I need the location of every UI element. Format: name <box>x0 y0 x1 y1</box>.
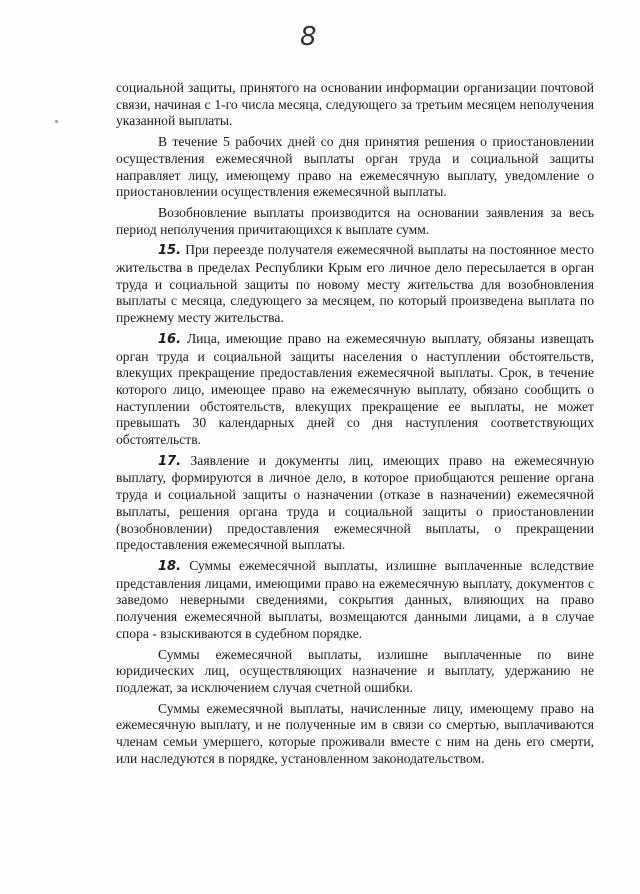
paragraph-text: Возобновление выплаты производится на основании заявления за весь период неполучения причитающихся к выплате сумм. <box>116 204 594 237</box>
paragraph <box>116 205 594 238</box>
paragraph <box>116 701 594 768</box>
paragraph-15 <box>116 242 594 327</box>
paragraph-18 <box>116 558 594 643</box>
paragraph <box>116 80 594 130</box>
paragraph-text: Лица, имеющие право на ежемесячную выплату, обязаны извещать орган труда и социальной защиты населения о наступлении обстоятельств, влекущих прекращение предоставления ежемесячной выплаты. Срок, в течение которого лицо, имеющее право на ежемесячную выплату, обязано сообщить о наступлении обстоятельств, влекущих прекращение ее выплаты, не может превышать 30 календарных дней со дня наступления соответствующих обстоятельств. <box>116 330 595 448</box>
paragraph <box>116 647 594 697</box>
paragraph-16 <box>116 331 594 449</box>
paragraph-text: Заявление и документы лиц, имеющих право на ежемесячную выплату, формируются в личное дело, в которое приобщаются решение органа труда и социальной защиты о назначении (отказе в назначении) ежемесячной выплаты, решения органа труда и социальной защиты о приостановлении (возобновлении) предоставления ежемесячной выплаты, о прекращении предоставления ежемесячной выплаты. <box>116 452 594 553</box>
paragraph-text: В течение 5 рабочих дней со дня принятия решения о приостановлении осуществления ежемесячной выплаты орган труда и социальной защиты направляет лицу, имеющему право на ежемесячную выплату, уведомление о приостановлении осуществления ежемесячной выплаты. <box>116 134 594 200</box>
paragraph-text: социальной защиты, принятого на основании информации организации почтовой связи, начиная с 1-го числа месяца, следующего за третьим месяцем неполучения указанной выплаты. <box>116 80 594 129</box>
scan-speck <box>55 120 58 123</box>
paragraph-text: Суммы ежемесячной выплаты, излишне выплаченные по вине юридических лиц, осуществляющих назначение и выплату, удержанию не подлежат, за исключением случая счетной ошибки. <box>116 646 594 695</box>
document-body <box>116 80 594 771</box>
paragraph-text: Суммы ежемесячной выплаты, начисленные лицу, имеющему право на ежемесячную выплату, и не полученные им в связи со смертью, выплачиваются членам семьи умершего, которые проживали вместе с ним на день его смерти, или наследуются в порядке, установленном законодательством. <box>116 700 594 766</box>
paragraph-number: 15. <box>158 243 182 259</box>
paragraph-text: Суммы ежемесячной выплаты, излишне выплаченные вследствие представления лицами, имеющими право на ежемесячную выплату, документов с заведомо неверными сведениями, сокрытия данных, влияющих на право получения ежемесячной выплаты, возмещаются данными лицами, а в случае спора - взыскиваются в судебном порядке. <box>116 557 594 641</box>
paragraph-text: При переезде получателя ежемесячной выплаты на постоянное место жительства в пределах Республики Крым его личное дело пересылается в орган труда и социальной защиты по новому месту жительства для возобновления выплаты с месяца, следующего за месяцем, по который произведена выплата по прежнему месту жительства. <box>116 242 594 326</box>
paragraph-number: 16. <box>158 331 182 347</box>
page-number: 8 <box>300 22 317 52</box>
paragraph-17 <box>116 453 594 554</box>
paragraph-number: 18. <box>158 558 182 574</box>
paragraph <box>116 134 594 201</box>
paragraph-number: 17. <box>158 453 182 469</box>
